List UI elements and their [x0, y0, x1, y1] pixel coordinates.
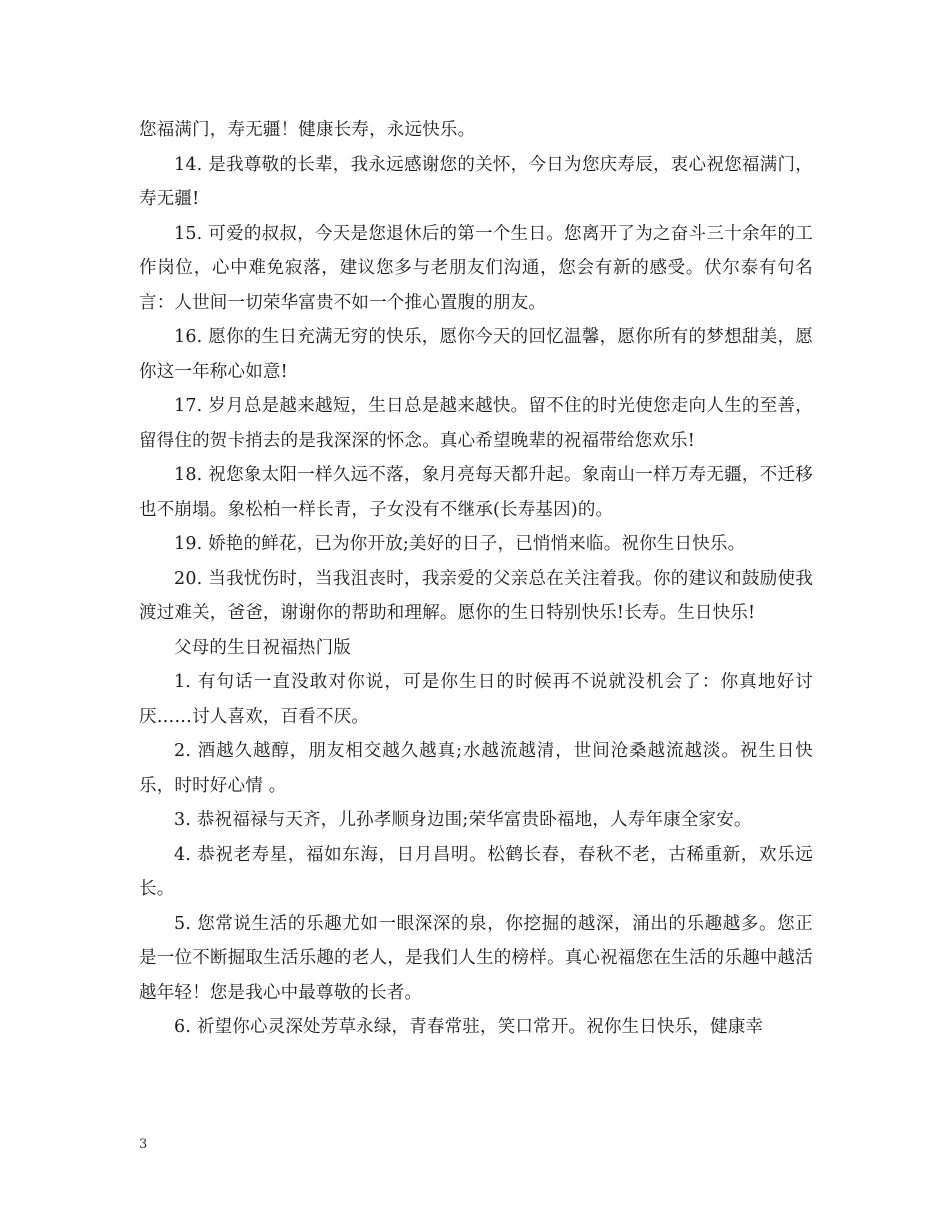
page-number: 3: [139, 1137, 148, 1152]
paragraph-item-5: 5. 您常说生活的乐趣尤如一眼深深的泉，你挖掘的越深，涌出的乐趣越多。您正是一位不断掘取生活乐趣的老人，是我们人生的榜样。真心祝福您在生活的乐趣中越活越年轻！您是我心中最尊敬的长者。: [139, 913, 813, 1003]
paragraph-item-6: 6. 祈望你心灵深处芳草永绿，青春常驻，笑口常开。祝你生日快乐，健康幸: [174, 1017, 764, 1037]
paragraph-continuation: 您福满门，寿无疆！健康长寿，永远快乐。: [139, 120, 476, 140]
paragraph-item-14: 14. 是我尊敬的长辈，我永远感谢您的关怀，今日为您庆寿辰，衷心祝您福满门，寿无疆!: [139, 154, 813, 209]
paragraph-item-15: 15. 可爱的叔叔，今天是您退休后的第一个生日。您离开了为之奋斗三十余年的工作岗位，心中难免寂落，建议您多与老朋友们沟通，您会有新的感受。伏尔泰有句名言：人世间一切荣华富贵不如一个推心置腹的朋友。: [139, 223, 813, 313]
paragraph-item-2: 2. 酒越久越醇，朋友相交越久越真;水越流越清，世间沧桑越流越淡。祝生日快乐，时时好心情 。: [139, 741, 813, 796]
paragraph-item-1: 1. 有句话一直没敢对你说，可是你生日的时候再不说就没机会了：你真地好讨厌……讨人喜欢，百看不厌。: [139, 672, 813, 727]
paragraph-item-19: 19. 娇艳的鲜花，已为你开放;美好的日子，已悄悄来临。祝你生日快乐。: [174, 534, 746, 554]
paragraph-item-3: 3. 恭祝福禄与天齐，儿孙孝顺身边围;荣华富贵卧福地，人寿年康全家安。: [174, 810, 752, 830]
paragraph-item-18: 18. 祝您象太阳一样久远不落，象月亮每天都升起。象南山一样万寿无疆，不迁移也不崩塌。象松柏一样长青，子女没有不继承(长寿基因)的。: [139, 465, 813, 520]
paragraph-item-17: 17. 岁月总是越来越短，生日总是越来越快。留不住的时光使您走向人生的至善，留得住的贺卡捎去的是我深深的怀念。真心希望晚辈的祝福带给您欢乐!: [139, 396, 813, 451]
paragraph-item-20: 20. 当我忧伤时，当我沮丧时，我亲爱的父亲总在关注着我。你的建议和鼓励使我渡过难关，爸爸，谢谢你的帮助和理解。愿你的生日特别快乐!长寿。生日快乐!: [139, 568, 813, 623]
paragraph-item-16: 16. 愿你的生日充满无穷的快乐，愿你今天的回忆温馨，愿你所有的梦想甜美，愿你这一年称心如意!: [139, 327, 813, 382]
page-content: [139, 113, 813, 1045]
paragraph-item-4: 4. 恭祝老寿星，福如东海，日月昌明。松鹤长春，春秋不老，古稀重新，欢乐远长。: [139, 844, 813, 899]
section-heading: 父母的生日祝福热门版: [174, 637, 351, 658]
